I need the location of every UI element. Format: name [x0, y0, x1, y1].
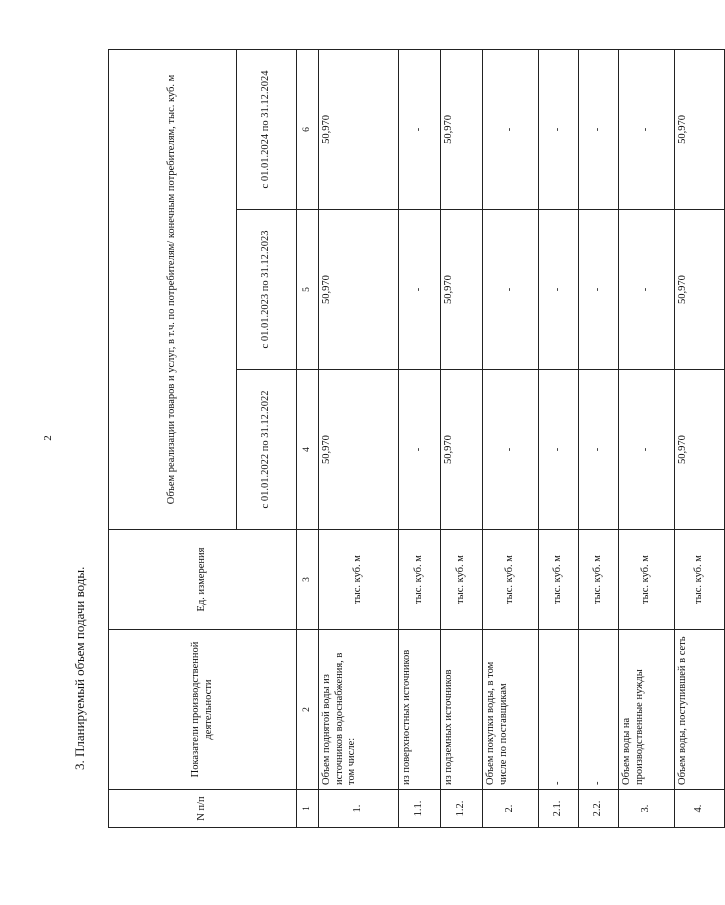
row-number: 1.1. [399, 790, 441, 828]
row-indicator: из подземных источников [441, 630, 483, 790]
table-row [619, 49, 675, 827]
row-number: 1.2. [441, 790, 483, 828]
row-unit: тыс. куб. м [441, 530, 483, 630]
row-value: - [539, 370, 579, 530]
column-number: 3 [297, 530, 319, 630]
table-row [399, 49, 441, 827]
column-number: 4 [297, 370, 319, 530]
row-number: 2.1. [539, 790, 579, 828]
column-number: 5 [297, 210, 319, 370]
row-value: - [619, 210, 675, 370]
header-period: с 01.01.2023 по 31.12.2023 [237, 210, 297, 370]
header-period: с 01.01.2024 по 31.12.2024 [237, 49, 297, 209]
row-unit: тыс. куб. м [579, 530, 619, 630]
column-number: 2 [297, 630, 319, 790]
row-number: 1. [319, 790, 399, 828]
row-indicator: Объем воды на производственные нужды [619, 630, 675, 790]
row-number: 2.2. [579, 790, 619, 828]
row-value: 50,970 [441, 370, 483, 530]
row-value: 50,970 [441, 49, 483, 209]
row-value: - [399, 49, 441, 209]
row-indicator: Объем поднятой воды из источников водоснабжения, в том числе: [319, 630, 399, 790]
row-unit: тыс. куб. м [483, 530, 539, 630]
row-indicator: - [539, 630, 579, 790]
row-value: 50,970 [675, 370, 725, 530]
row-value: - [483, 370, 539, 530]
header-unit: Ед. измерения [109, 530, 297, 630]
row-indicator: - [579, 630, 619, 790]
row-value: 50,970 [675, 49, 725, 209]
row-value: 50,970 [319, 370, 399, 530]
planned-water-supply-table-container [108, 50, 705, 828]
table-row [441, 49, 483, 827]
header-n: N п/п [109, 790, 297, 828]
row-value: - [483, 210, 539, 370]
row-value: - [619, 49, 675, 209]
table-row [539, 49, 579, 827]
row-value: - [579, 210, 619, 370]
row-indicator: Объем покупки воды, в том числе по поставщикам [483, 630, 539, 790]
header-period: с 01.01.2022 по 31.12.2022 [237, 370, 297, 530]
table-row [483, 49, 539, 827]
row-value: 50,970 [319, 49, 399, 209]
table-row [319, 49, 399, 827]
planned-water-supply-table [108, 49, 725, 828]
row-indicator: из поверхностных источников [399, 630, 441, 790]
row-value: 50,970 [441, 210, 483, 370]
row-value: - [399, 210, 441, 370]
row-value: - [483, 49, 539, 209]
row-value: - [399, 370, 441, 530]
row-value: - [619, 370, 675, 530]
row-unit: тыс. куб. м [675, 530, 725, 630]
row-value: - [579, 49, 619, 209]
section-heading: 3. Планируемый объем подачи воды. [72, 566, 87, 770]
row-number: 3. [619, 790, 675, 828]
row-unit: тыс. куб. м [539, 530, 579, 630]
row-unit: тыс. куб. м [319, 530, 399, 630]
row-value: 50,970 [319, 210, 399, 370]
row-number: 4. [675, 790, 725, 828]
column-number: 6 [297, 49, 319, 209]
row-value: - [579, 370, 619, 530]
row-number: 2. [483, 790, 539, 828]
row-indicator: Объем воды, поступившей в сеть [675, 630, 725, 790]
row-value: - [539, 49, 579, 209]
table-row [579, 49, 619, 827]
header-volume: Объем реализации товаров и услуг, в т.ч. по потребителям/ конечным потребителям, тыс. куб. м [109, 49, 237, 529]
page-number: 2 [42, 435, 54, 441]
row-value: - [539, 210, 579, 370]
row-unit: тыс. куб. м [619, 530, 675, 630]
header-indicator: Показатели производственной деятельности [109, 630, 297, 790]
column-number: 1 [297, 790, 319, 828]
row-value: 50,970 [675, 210, 725, 370]
table-row [675, 49, 725, 827]
row-unit: тыс. куб. м [399, 530, 441, 630]
